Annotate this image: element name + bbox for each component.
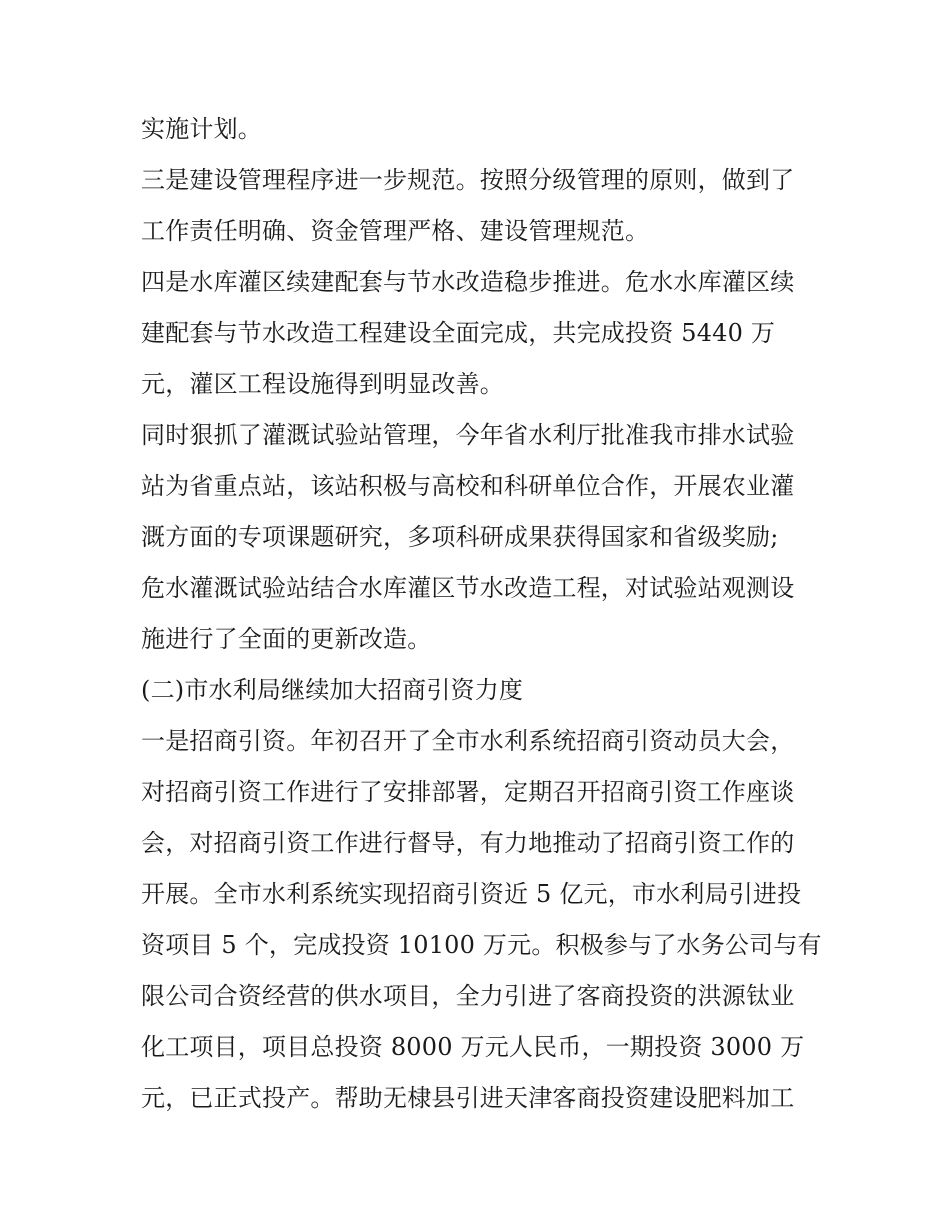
section-heading: (二)市水利局继续加大招商引资力度 bbox=[141, 676, 524, 704]
text-line: 工作责任明确、资金管理严格、建设管理规范。 bbox=[141, 217, 650, 245]
text-line: 建配套与节水改造工程建设全面完成，共完成投资 5440 万 bbox=[141, 319, 776, 347]
text-line: 元，已正式投产。帮助无棣县引进天津客商投资建设肥料加工 bbox=[141, 1084, 795, 1112]
text-line: 四是水库灌区续建配套与节水改造稳步推进。危水水库灌区续 bbox=[141, 268, 795, 296]
text-line: 危水灌溉试验站结合水库灌区节水改造工程，对试验站观测设 bbox=[141, 574, 795, 602]
text-line: 化工项目，项目总投资 8000 万元人民币，一期投资 3000 万 bbox=[141, 1033, 805, 1061]
text-line: 限公司合资经营的供水项目，全力引进了客商投资的洪源钛业 bbox=[141, 982, 795, 1010]
text-line: 开展。全市水利系统实现招商引资近 5 亿元，市水利局引进投 bbox=[141, 880, 802, 908]
text-line: 会，对招商引资工作进行督导，有力地推动了招商引资工作的 bbox=[141, 829, 795, 857]
text-line: 施进行了全面的更新改造。 bbox=[141, 625, 432, 653]
text-line: 实施计划。 bbox=[141, 115, 262, 143]
text-line: 站为省重点站，该站积极与高校和科研单位合作，开展农业灌 bbox=[141, 472, 795, 500]
text-line: 元，灌区工程设施得到明显改善。 bbox=[141, 370, 504, 398]
text-line: 一是招商引资。年初召开了全市水利系统招商引资动员大会， bbox=[141, 727, 795, 755]
text-line: 同时狠抓了灌溉试验站管理，今年省水利厅批准我市排水试验 bbox=[141, 421, 795, 449]
text-line: 对招商引资工作进行了安排部署，定期召开招商引资工作座谈 bbox=[141, 778, 795, 806]
text-line: 资项目 5 个，完成投资 10100 万元。积极参与了水务公司与有 bbox=[141, 931, 822, 959]
text-line: 溉方面的专项课题研究，多项科研成果获得国家和省级奖励; bbox=[141, 523, 779, 551]
text-line: 三是建设管理程序进一步规范。按照分级管理的原则，做到了 bbox=[141, 166, 795, 194]
